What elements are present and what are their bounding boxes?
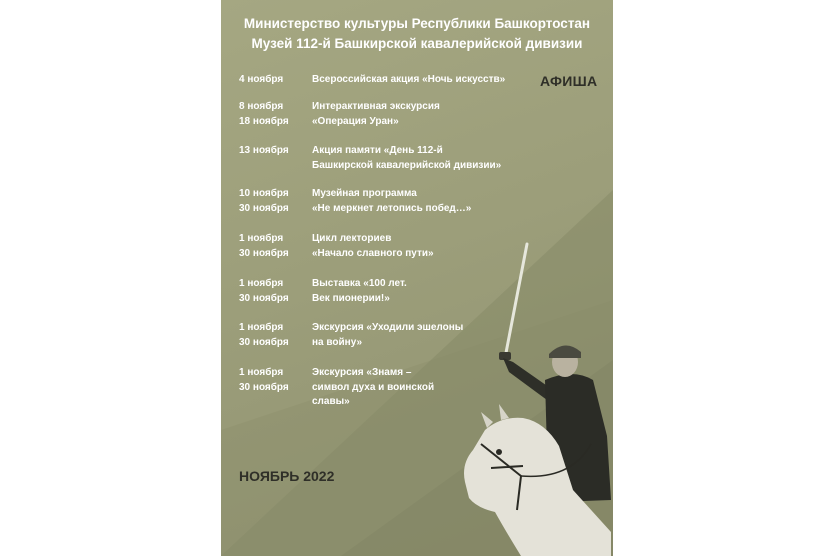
event-date: 4 ноября — [239, 74, 284, 85]
sabre-hilt — [499, 352, 511, 360]
event-title-line: «Не меркнет летопись побед…» — [312, 202, 472, 214]
horse-eye — [496, 449, 502, 455]
poster — [221, 0, 613, 556]
event-dates — [239, 144, 311, 159]
event-dates — [239, 277, 311, 306]
event-date: 8 ноября — [239, 101, 284, 112]
event-title-line: «Начало славного пути» — [312, 247, 434, 259]
event-title-line: Цикл лекториев — [312, 233, 392, 244]
afisha-heading: АФИША — [540, 73, 598, 89]
event-dates — [239, 100, 311, 129]
event-dates — [239, 232, 311, 261]
event-title-line: Экскурсия «Знамя – — [312, 367, 412, 378]
month-label: НОЯБРЬ 2022 — [239, 468, 335, 484]
event-dates — [239, 366, 311, 395]
event-date: 30 ноября — [239, 381, 289, 393]
event-title-line: «Операция Уран» — [312, 115, 399, 127]
sabre-blade — [505, 244, 527, 358]
event-date: 18 ноября — [239, 115, 289, 127]
event-title-line: Музейная программа — [312, 188, 417, 199]
event-date: 30 ноября — [239, 292, 289, 304]
event-title-line: славы» — [312, 396, 350, 407]
event-title-line: Всероссийская акция «Ночь искусств» — [312, 74, 506, 85]
event-title-line: Акция памяти «День 112-й — [312, 145, 443, 156]
horse-ear — [499, 404, 509, 420]
event-date: 10 ноября — [239, 188, 289, 199]
event-title-line: Век пионерии!» — [312, 292, 390, 304]
ministry-title: Министерство культуры Республики Башкортостан — [243, 16, 591, 31]
header — [221, 14, 613, 54]
event-date: 1 ноября — [239, 233, 284, 244]
event-dates — [239, 73, 311, 88]
event-title-line: Интерактивная экскурсия — [312, 101, 440, 112]
event-title — [312, 144, 537, 173]
event-title — [312, 100, 537, 129]
event-title-line: Выставка «100 лет. — [312, 278, 407, 289]
event-title — [312, 187, 537, 216]
event-title-line: Башкирской кавалерийской дивизии» — [312, 159, 502, 171]
event-date: 1 ноября — [239, 322, 284, 333]
event-date: 30 ноября — [239, 202, 289, 214]
event-title-line: на войну» — [312, 336, 363, 348]
museum-title: Музей 112-й Башкирской кавалерийской дивизии — [251, 36, 583, 51]
event-date: 30 ноября — [239, 336, 289, 348]
event-date: 13 ноября — [239, 145, 289, 156]
event-date: 1 ноября — [239, 367, 284, 378]
event-title — [312, 73, 537, 88]
event-dates — [239, 321, 311, 350]
event-date: 30 ноября — [239, 247, 289, 259]
event-title-line: Экскурсия «Уходили эшелоны — [312, 322, 464, 333]
event-dates — [239, 187, 311, 216]
event-date: 1 ноября — [239, 278, 284, 289]
rider-hat — [549, 345, 581, 358]
event-title-line: символ духа и воинской — [312, 381, 435, 393]
cavalryman-illustration — [461, 240, 613, 556]
